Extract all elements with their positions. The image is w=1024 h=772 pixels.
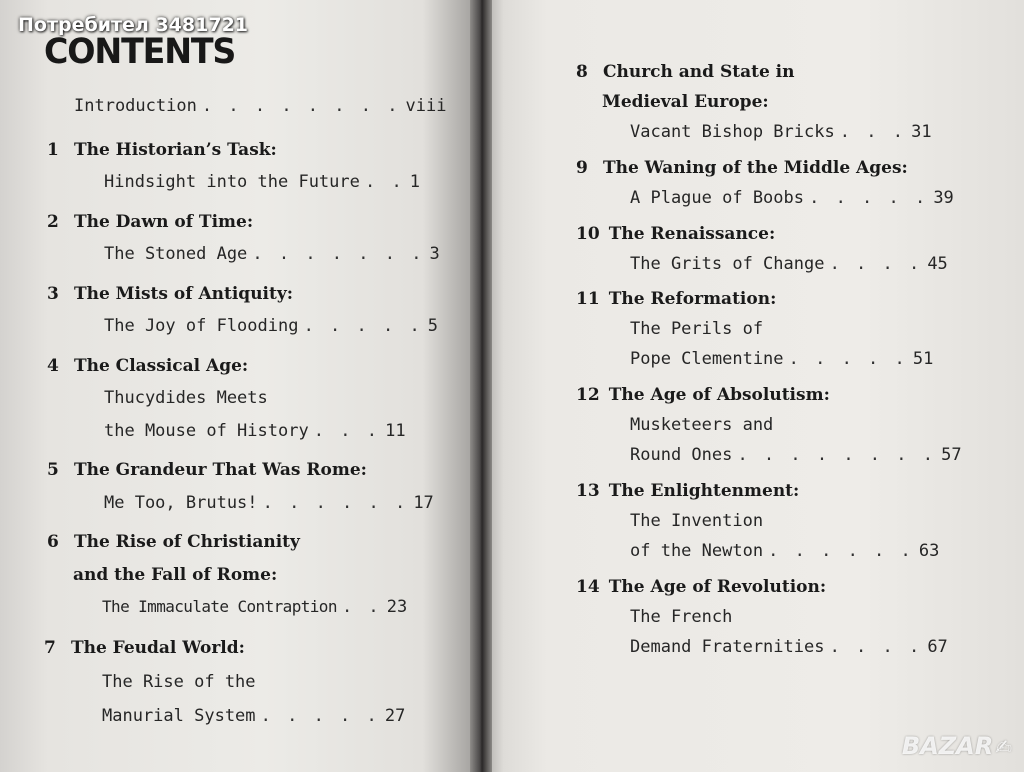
toc-chapter-7-title — [44, 638, 245, 658]
dot-leader: . . . . . . . . — [201, 96, 401, 116]
toc-page-number: 31 — [911, 122, 932, 142]
chapter-title: The Age of Revolution: — [608, 577, 827, 597]
toc-chapter-2-title — [47, 212, 253, 232]
toc-page-number: 1 — [409, 172, 421, 192]
chapter-number: 14 — [576, 577, 600, 597]
toc-subtitle: Hindsight into the Future — [104, 172, 360, 192]
chapter-title: The Age of Absolutism: — [608, 385, 830, 405]
toc-chapter-11-sub-line2 — [630, 349, 933, 369]
chapter-title: The Grandeur That Was Rome: — [73, 460, 367, 480]
toc-chapter-8-title-line2 — [602, 92, 769, 112]
toc-page-number: 3 — [429, 244, 440, 264]
dot-leader: . . . . . — [303, 316, 423, 336]
chapter-title: The Feudal World: — [70, 638, 245, 658]
dot-leader: . . . . — [829, 254, 923, 274]
toc-page-number: 63 — [918, 541, 940, 561]
chapter-title: The Waning of the Middle Ages: — [602, 158, 908, 178]
bazar-logo-text: BAZAR — [901, 732, 994, 760]
toc-chapter-14-sub-line2 — [630, 637, 948, 657]
chapter-title: The Rise of Christianity — [73, 532, 300, 552]
chapter-number: 7 — [44, 638, 56, 658]
toc-subtitle: The Immaculate Contraption — [102, 597, 337, 616]
toc-chapter-9-title — [576, 158, 908, 178]
toc-chapter-3-sub — [104, 316, 438, 336]
toc-subtitle: the Mouse of History — [104, 421, 309, 441]
dot-leader: . . . . . — [260, 706, 380, 726]
chapter-title: Medieval Europe: — [602, 92, 769, 112]
toc-page-number: 5 — [427, 316, 439, 336]
chapter-title: Church and State in — [602, 62, 795, 82]
toc-subtitle: The Perils of — [630, 319, 764, 339]
toc-subtitle: The French — [630, 607, 733, 627]
toc-page-number: viii — [405, 96, 447, 116]
toc-entry-introduction — [74, 96, 447, 116]
toc-subtitle: Introduction — [74, 96, 197, 116]
toc-chapter-10-title — [576, 224, 775, 244]
toc-subtitle: Manurial System — [102, 706, 256, 726]
toc-chapter-4-sub-line2 — [104, 421, 406, 441]
toc-chapter-5-title — [47, 460, 367, 480]
toc-subtitle: A Plague of Boobs — [630, 188, 804, 208]
toc-page-number: 27 — [384, 706, 406, 726]
dot-leader: . . — [364, 172, 405, 192]
toc-page-number: 67 — [927, 637, 948, 657]
toc-subtitle: The Joy of Flooding — [104, 316, 299, 336]
toc-chapter-12-sub-line2 — [630, 445, 962, 465]
toc-chapter-4-title — [47, 356, 248, 376]
toc-subtitle: The Grits of Change — [630, 254, 825, 274]
contents-heading: CONTENTS — [44, 32, 236, 72]
toc-subtitle: Thucydides Meets — [104, 388, 268, 408]
dot-leader: . . . . . — [788, 349, 908, 369]
toc-subtitle: The Stoned Age — [104, 244, 248, 264]
toc-chapter-1-title — [47, 140, 277, 160]
toc-chapter-2-sub — [104, 244, 440, 264]
toc-chapter-6-title-line1 — [47, 532, 300, 552]
toc-chapter-9-sub — [630, 188, 954, 208]
dot-leader: . . . . — [829, 637, 923, 657]
dot-leader: . . . — [839, 122, 906, 142]
chapter-number: 5 — [47, 460, 59, 480]
chapter-number: 8 — [576, 62, 588, 82]
chapter-title: The Enlightenment: — [608, 481, 800, 501]
toc-chapter-8-sub — [630, 122, 932, 142]
toc-chapter-14-title — [576, 577, 826, 597]
toc-page-number: 17 — [413, 493, 434, 513]
dot-leader: . . . . . — [809, 188, 929, 208]
toc-subtitle: Pope Clementine — [630, 349, 784, 369]
toc-page-number: 39 — [933, 188, 954, 208]
toc-page-number: 51 — [912, 349, 934, 369]
toc-subtitle: Vacant Bishop Bricks — [630, 122, 835, 142]
chapter-title: and the Fall of Rome: — [73, 565, 278, 585]
chapter-title: The Reformation: — [608, 289, 777, 309]
chapter-number: 4 — [47, 356, 59, 376]
chapter-number: 11 — [576, 289, 600, 309]
chapter-title: The Historian’s Task: — [73, 140, 277, 160]
toc-page-number: 11 — [385, 421, 406, 441]
signature-icon: ✍ — [995, 735, 1012, 759]
toc-subtitle: Round Ones — [630, 445, 733, 465]
dot-leader: . . . . . . — [262, 493, 409, 513]
toc-chapter-1-sub — [104, 172, 420, 192]
chapter-title: The Renaissance: — [608, 224, 776, 244]
bazar-logo-watermark — [902, 732, 1012, 760]
toc-subtitle: The Invention — [630, 511, 764, 531]
toc-chapter-7-sub-line1 — [102, 672, 256, 692]
toc-subtitle: Me Too, Brutus! — [104, 493, 258, 513]
toc-chapter-14-sub-line1 — [630, 607, 732, 627]
dot-leader: . . . . . . — [768, 541, 914, 561]
toc-chapter-4-sub-line1 — [104, 388, 268, 408]
toc-chapter-13-sub-line2 — [630, 541, 939, 561]
chapter-number: 2 — [47, 212, 59, 232]
chapter-title: The Classical Age: — [73, 356, 249, 376]
toc-subtitle: The Rise of the — [102, 672, 256, 692]
toc-subtitle: of the Newton — [630, 541, 764, 561]
dot-leader: . . . — [313, 421, 380, 441]
chapter-number: 9 — [576, 158, 588, 178]
toc-chapter-13-title — [576, 481, 799, 501]
toc-chapter-11-sub-line1 — [630, 319, 763, 339]
book-spine-gutter — [470, 0, 492, 772]
dot-leader: . . — [341, 597, 382, 617]
dot-leader: . . . . . . . . — [737, 445, 936, 465]
toc-chapter-6-sub — [102, 597, 407, 617]
toc-chapter-12-sub-line1 — [630, 415, 773, 435]
toc-chapter-6-title-line2 — [73, 565, 277, 585]
toc-chapter-12-title — [576, 385, 830, 405]
chapter-number: 13 — [576, 481, 600, 501]
chapter-number: 10 — [576, 224, 600, 244]
toc-subtitle: Musketeers and — [630, 415, 774, 435]
toc-chapter-13-sub-line1 — [630, 511, 763, 531]
seller-username-watermark: Потребител 3481721 — [18, 14, 249, 36]
toc-subtitle: Demand Fraternities — [630, 637, 825, 657]
toc-chapter-5-sub — [104, 493, 434, 513]
toc-page-number: 45 — [927, 254, 948, 274]
dot-leader: . . . . . . . — [252, 244, 425, 264]
toc-chapter-3-title — [47, 284, 293, 304]
toc-chapter-10-sub — [630, 254, 948, 274]
toc-chapter-8-title-line1 — [576, 62, 795, 82]
toc-page-number: 23 — [386, 597, 408, 617]
chapter-title: The Dawn of Time: — [73, 212, 254, 232]
toc-page-number: 57 — [941, 445, 962, 465]
toc-chapter-11-title — [576, 289, 776, 309]
chapter-number: 1 — [47, 140, 59, 160]
toc-chapter-7-sub-line2 — [102, 706, 405, 726]
chapter-number: 12 — [576, 385, 600, 405]
chapter-title: The Mists of Antiquity: — [73, 284, 294, 304]
chapter-number: 3 — [47, 284, 59, 304]
chapter-number: 6 — [47, 532, 59, 552]
